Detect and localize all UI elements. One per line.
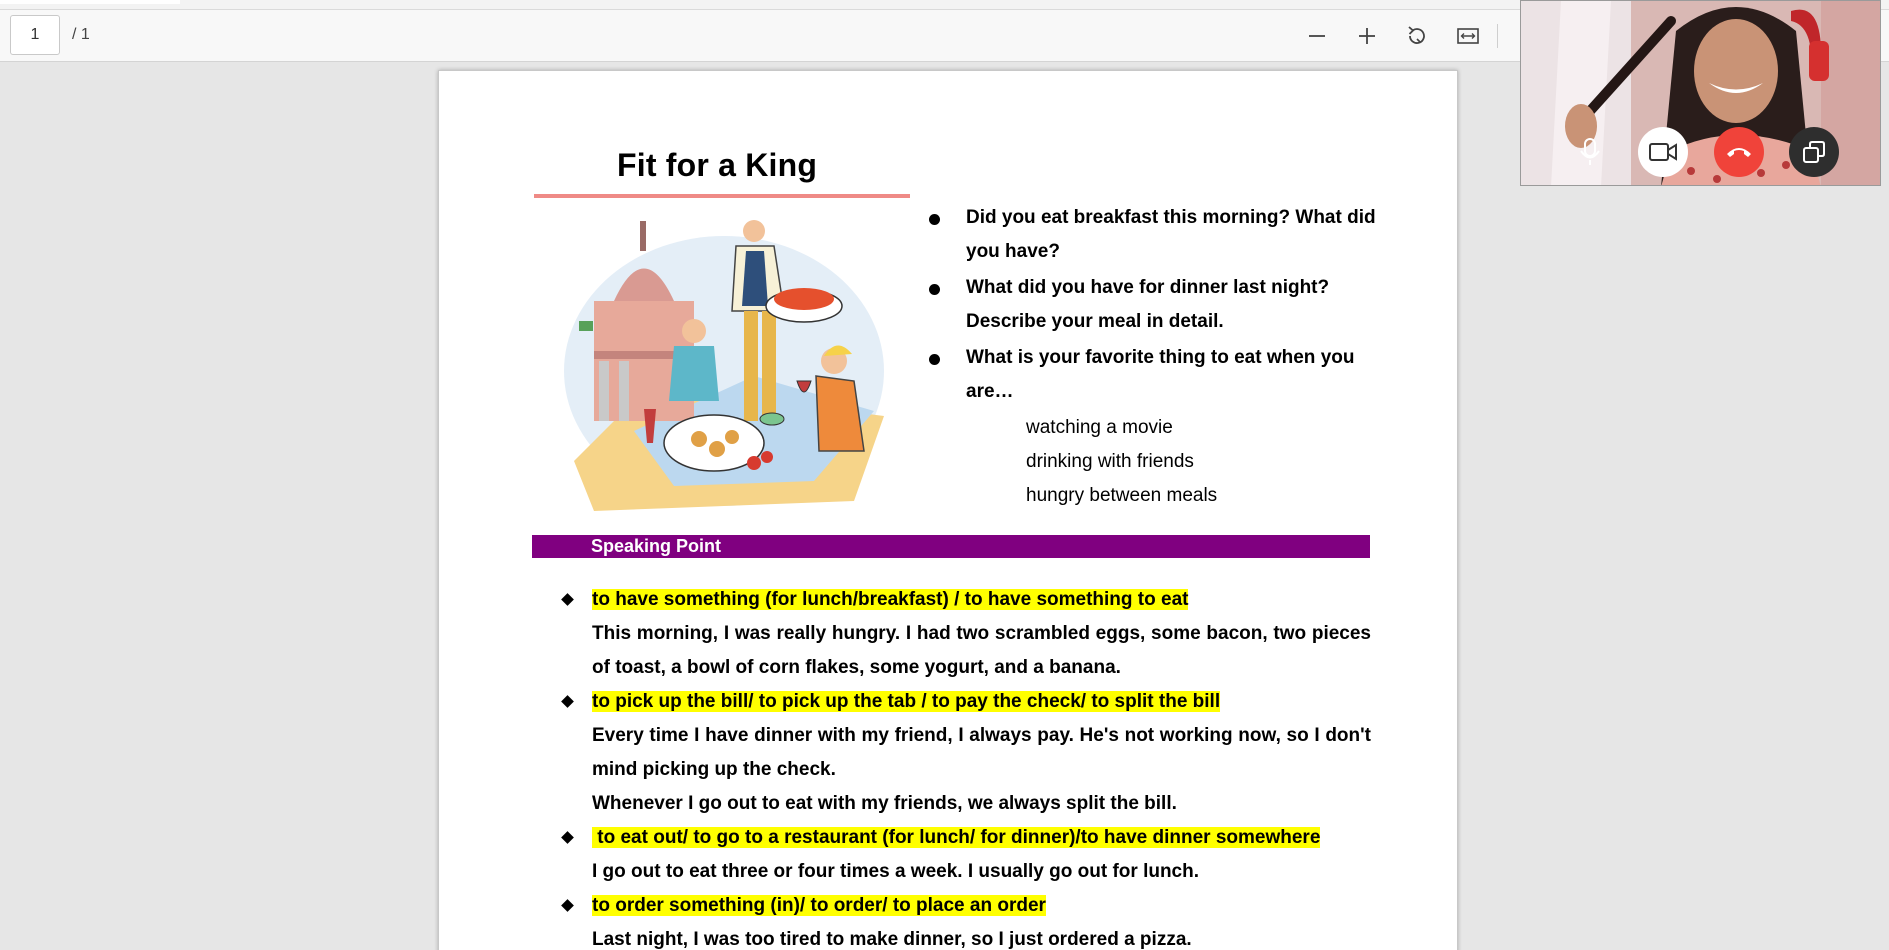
point-phrase: to have something (for lunch/breakfast) / to have something to eat xyxy=(559,583,1371,617)
point-example: Every time I have dinner with my friend, I always pay. He's not working now, so I don't mind picking up the check. xyxy=(592,725,1371,780)
fit-width-icon xyxy=(1456,26,1480,46)
point-phrase: to eat out/ to go to a restaurant (for lunch/ for dinner)/to have dinner somewhere xyxy=(559,821,1371,855)
bullet-icon xyxy=(929,284,940,295)
title-underline xyxy=(534,194,910,198)
question-item: What is your favorite thing to eat when you are… xyxy=(924,341,1394,409)
bullet-icon xyxy=(929,214,940,225)
pop-out-icon xyxy=(1801,139,1827,165)
section-heading-bar xyxy=(532,535,1370,558)
zoom-in-button[interactable] xyxy=(1349,18,1385,54)
pop-out-button[interactable] xyxy=(1789,127,1839,177)
diamond-bullet-icon xyxy=(561,899,574,912)
zoom-out-button[interactable] xyxy=(1299,18,1335,54)
pdf-page xyxy=(438,70,1458,950)
bullet-icon xyxy=(929,354,940,365)
rotate-icon xyxy=(1405,24,1429,48)
diamond-bullet-icon xyxy=(561,593,574,606)
page-total: / 1 xyxy=(72,26,90,43)
section-heading: Speaking Point xyxy=(591,536,722,556)
camera-icon xyxy=(1648,141,1678,163)
plus-icon xyxy=(1356,25,1378,47)
mute-button[interactable] xyxy=(1565,127,1615,177)
fit-width-button[interactable] xyxy=(1450,18,1486,54)
question-item: Did you eat breakfast this morning? What did you have? xyxy=(924,201,1394,269)
video-call-overlay[interactable] xyxy=(1520,0,1881,186)
diamond-bullet-icon xyxy=(561,831,574,844)
point-phrase: to pick up the bill/ to pick up the tab / to pay the check/ to split the bill xyxy=(559,685,1371,719)
restaurant-illustration xyxy=(554,211,894,511)
sub-item: hungry between meals xyxy=(1026,485,1218,506)
point-phrase: to order something (in)/ to order/ to place an order xyxy=(559,889,1371,923)
point-example: This morning, I was really hungry. I had two scrambled eggs, some bacon, two pieces of toast, a bowl of corn flakes, some yogurt, and a banana. xyxy=(592,623,1371,678)
toolbar-divider xyxy=(1497,24,1498,48)
microphone-icon xyxy=(1577,137,1603,167)
discussion-questions xyxy=(924,201,1394,513)
minus-icon xyxy=(1306,25,1328,47)
point-example: I go out to eat three or four times a week. I usually go out for lunch. xyxy=(592,861,1200,882)
point-example: Whenever I go out to eat with my friends, we always split the bill. xyxy=(592,793,1177,814)
camera-button[interactable] xyxy=(1638,127,1688,177)
end-call-button[interactable] xyxy=(1714,127,1764,177)
question-item: What did you have for dinner last night? Describe your meal in detail. xyxy=(924,271,1394,339)
speaking-points xyxy=(559,583,1371,950)
sub-item: drinking with friends xyxy=(1026,451,1194,472)
rotate-button[interactable] xyxy=(1399,18,1435,54)
sub-item: watching a movie xyxy=(1026,417,1173,438)
page-title: Fit for a King xyxy=(617,147,818,183)
page-number-input[interactable]: 1 xyxy=(10,15,60,55)
point-example: Last night, I was too tired to make dinner, so I just ordered a pizza. xyxy=(592,929,1192,950)
hang-up-icon xyxy=(1724,144,1754,160)
diamond-bullet-icon xyxy=(561,695,574,708)
